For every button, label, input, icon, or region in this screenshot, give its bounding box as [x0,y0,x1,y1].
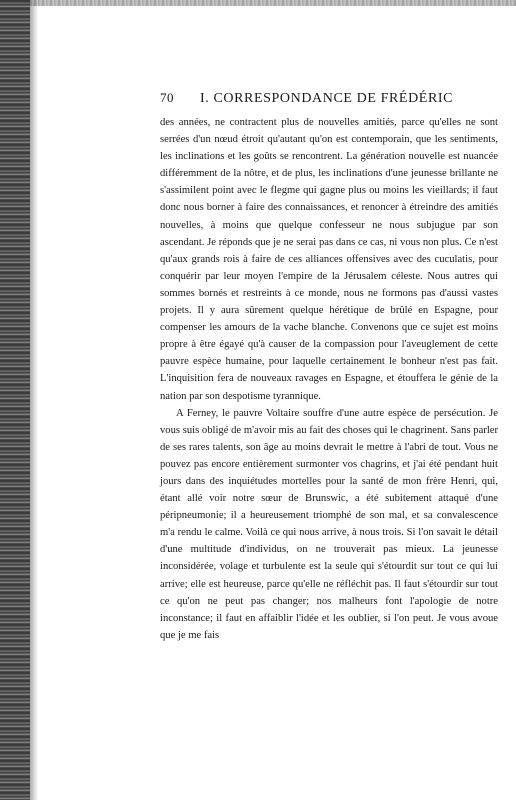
page-number: 70 [160,90,174,105]
scan-binding-edge [0,0,30,800]
scan-top-edge [30,0,516,6]
running-title: I. CORRESPONDANCE DE FRÉDÉRIC [200,91,454,106]
book-page [160,90,498,644]
paragraph-ferney: A Ferney, le pauvre Voltaire souffre d'une autre espèce de persécution. Je vous suis obligé de m'avoir mis au fait des choses qui le chagrinent. Sans parler de ses rares talents, son âge au moins devrait le mettre à l'abri de tout. Vous ne pouvez pas encore entièrement surmonter vos chagrins, et j'ai été pendant huit jours dans des inquiétudes mortelles pour la santé de mon frère Henri, qui, étant allé voir notre sœur de Brunswic, a été subitement attaqué d'une péripneumonie; il a heureusement triomphé de son mal, et sa convalescence m'a rendu le calme. Voilà ce qui nous arrive, à nous trois. Si l'on savait le détail d'une multitude d'individus, on ne trouverait pas mieux. La jeunesse inconsidérée, volage et turbulente est la seule qui s'étourdit sur tout ce qui lui arrive; elle est heureuse, parce qu'elle ne réfléchit pas. Il faut s'étourdir sur tout ce qu'on ne peut pas changer; nos malheurs font l'apologie de notre inconstance; il faut en affaiblir l'idée et les oublier, si l'on peut. Je vous avoue que je me fais [160,407,498,641]
body-text [160,114,498,644]
running-head [160,90,498,112]
paragraph-continued: des années, ne contractent plus de nouvelles amitiés, parce qu'elles ne sont serrées d'un nœud étroit qu'autant qu'on est contemporain, que les sentiments, les inclinations et les goûts se rencontrent. La génération nouvelle est nuancée différemment de la nôtre, et de plus, les inclinations d'une jeunesse brillante ne s'assimilent point avec le flegme qui gagne plus ou moins les vieillards; il faut donc nous borner à faire des connaissances, et renoncer à étreindre des amitiés nouvelles, à moins que quelque confesseur ne nous subjugue par son ascendant. Je réponds que je ne serai pas dans ce cas, ni vous non plus. Ce n'est qu'aux grands rois à faire de ces alliances offensives avec des cuculatis, pour conquérir par leur moyen l'empire de la Jérusalem céleste. Nous autres qui sommes bornés et restreints à ce monde, nous ne formons pas d'aussi vastes projets. Il y aura sûrement quelque hérétique de brûlé en Espagne, pour compenser les amours de la vache blanche. Convenons que ce sujet est moins propre à être égayé qu'à causer de la compassion pour l'aveuglement de cette pauvre espèce humaine, pour laquelle certainement le bonheur n'est pas fait. L'inquisition fera de nouveaux ravages en Espagne, et étouffera le génie de la nation par son despotisme tyrannique. [160,117,498,402]
